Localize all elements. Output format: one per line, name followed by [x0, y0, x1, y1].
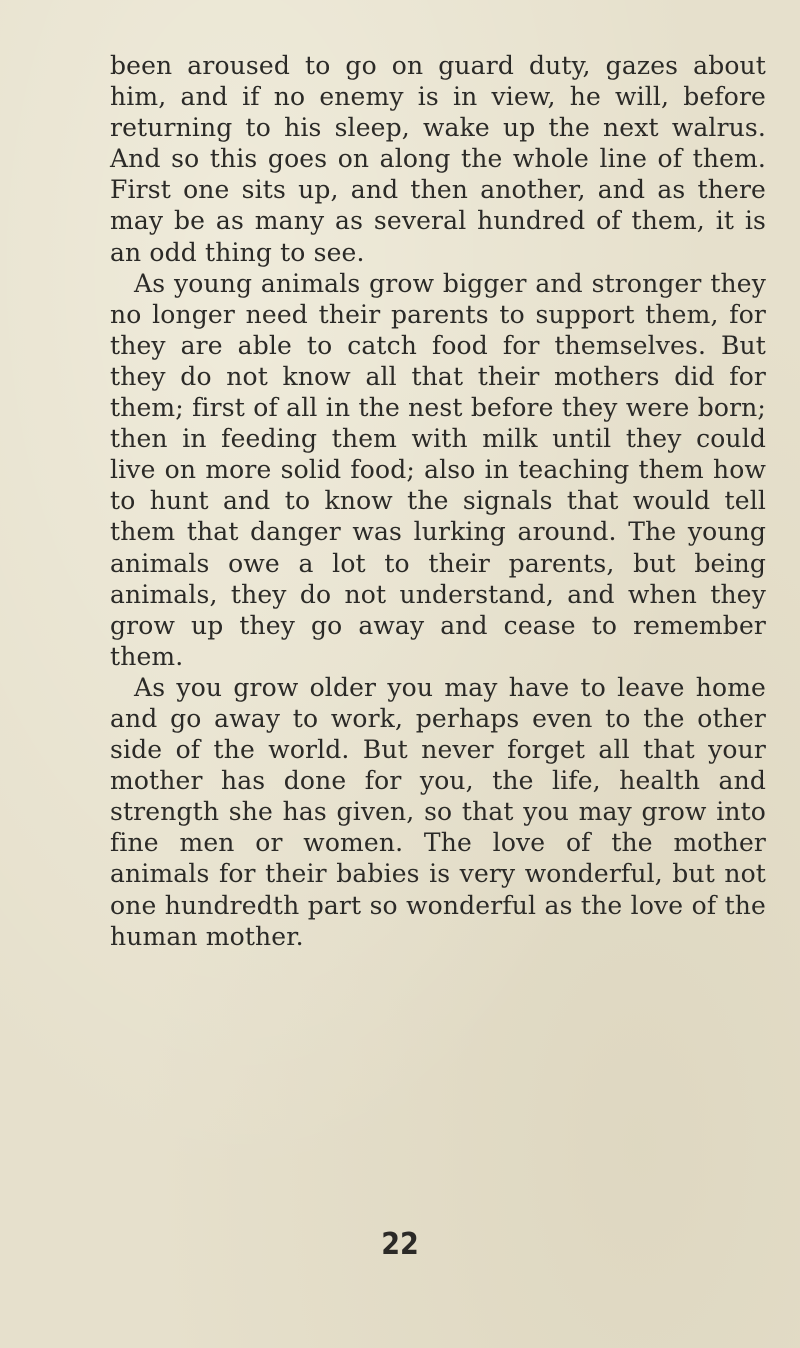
body-text [110, 50, 766, 952]
paragraph-walrus-continuation: been aroused to go on guard duty, gazes about him, and if no enemy is in view, he will, before returning to his sleep, wake up the next walrus. And so this goes on along the whole line of them. First one sits up, and then another, and as there may be as many as several hundred of them, it is an odd thing to see. [110, 51, 766, 267]
page-number: 22 [381, 1227, 419, 1262]
paragraph-young-animals: As young animals grow bigger and stronger they no longer need their parents to support them, for they are able to catch food for themselves. But they do not know all that their mothers did for them; first of all in the nest before they were born; then in feeding them with milk until they could live on more solid food; also in teaching them how to hunt and to know the signals that would tell them that danger was lurking around. The young animals owe a lot to their parents, but being animals, they do not understand, and when they grow up they go away and cease to remember them. [110, 268, 766, 671]
paragraph-human-mother: As you grow older you may have to leave home and go away to work, perhaps even to the other side of the world. But never forget all that your mother has done for you, the life, health and strength she has given, so that you may grow into fine men or women. The love of the mother animals for their babies is very wonderful, but not one hundredth part so wonderful as the love of the human mother. [110, 672, 766, 951]
